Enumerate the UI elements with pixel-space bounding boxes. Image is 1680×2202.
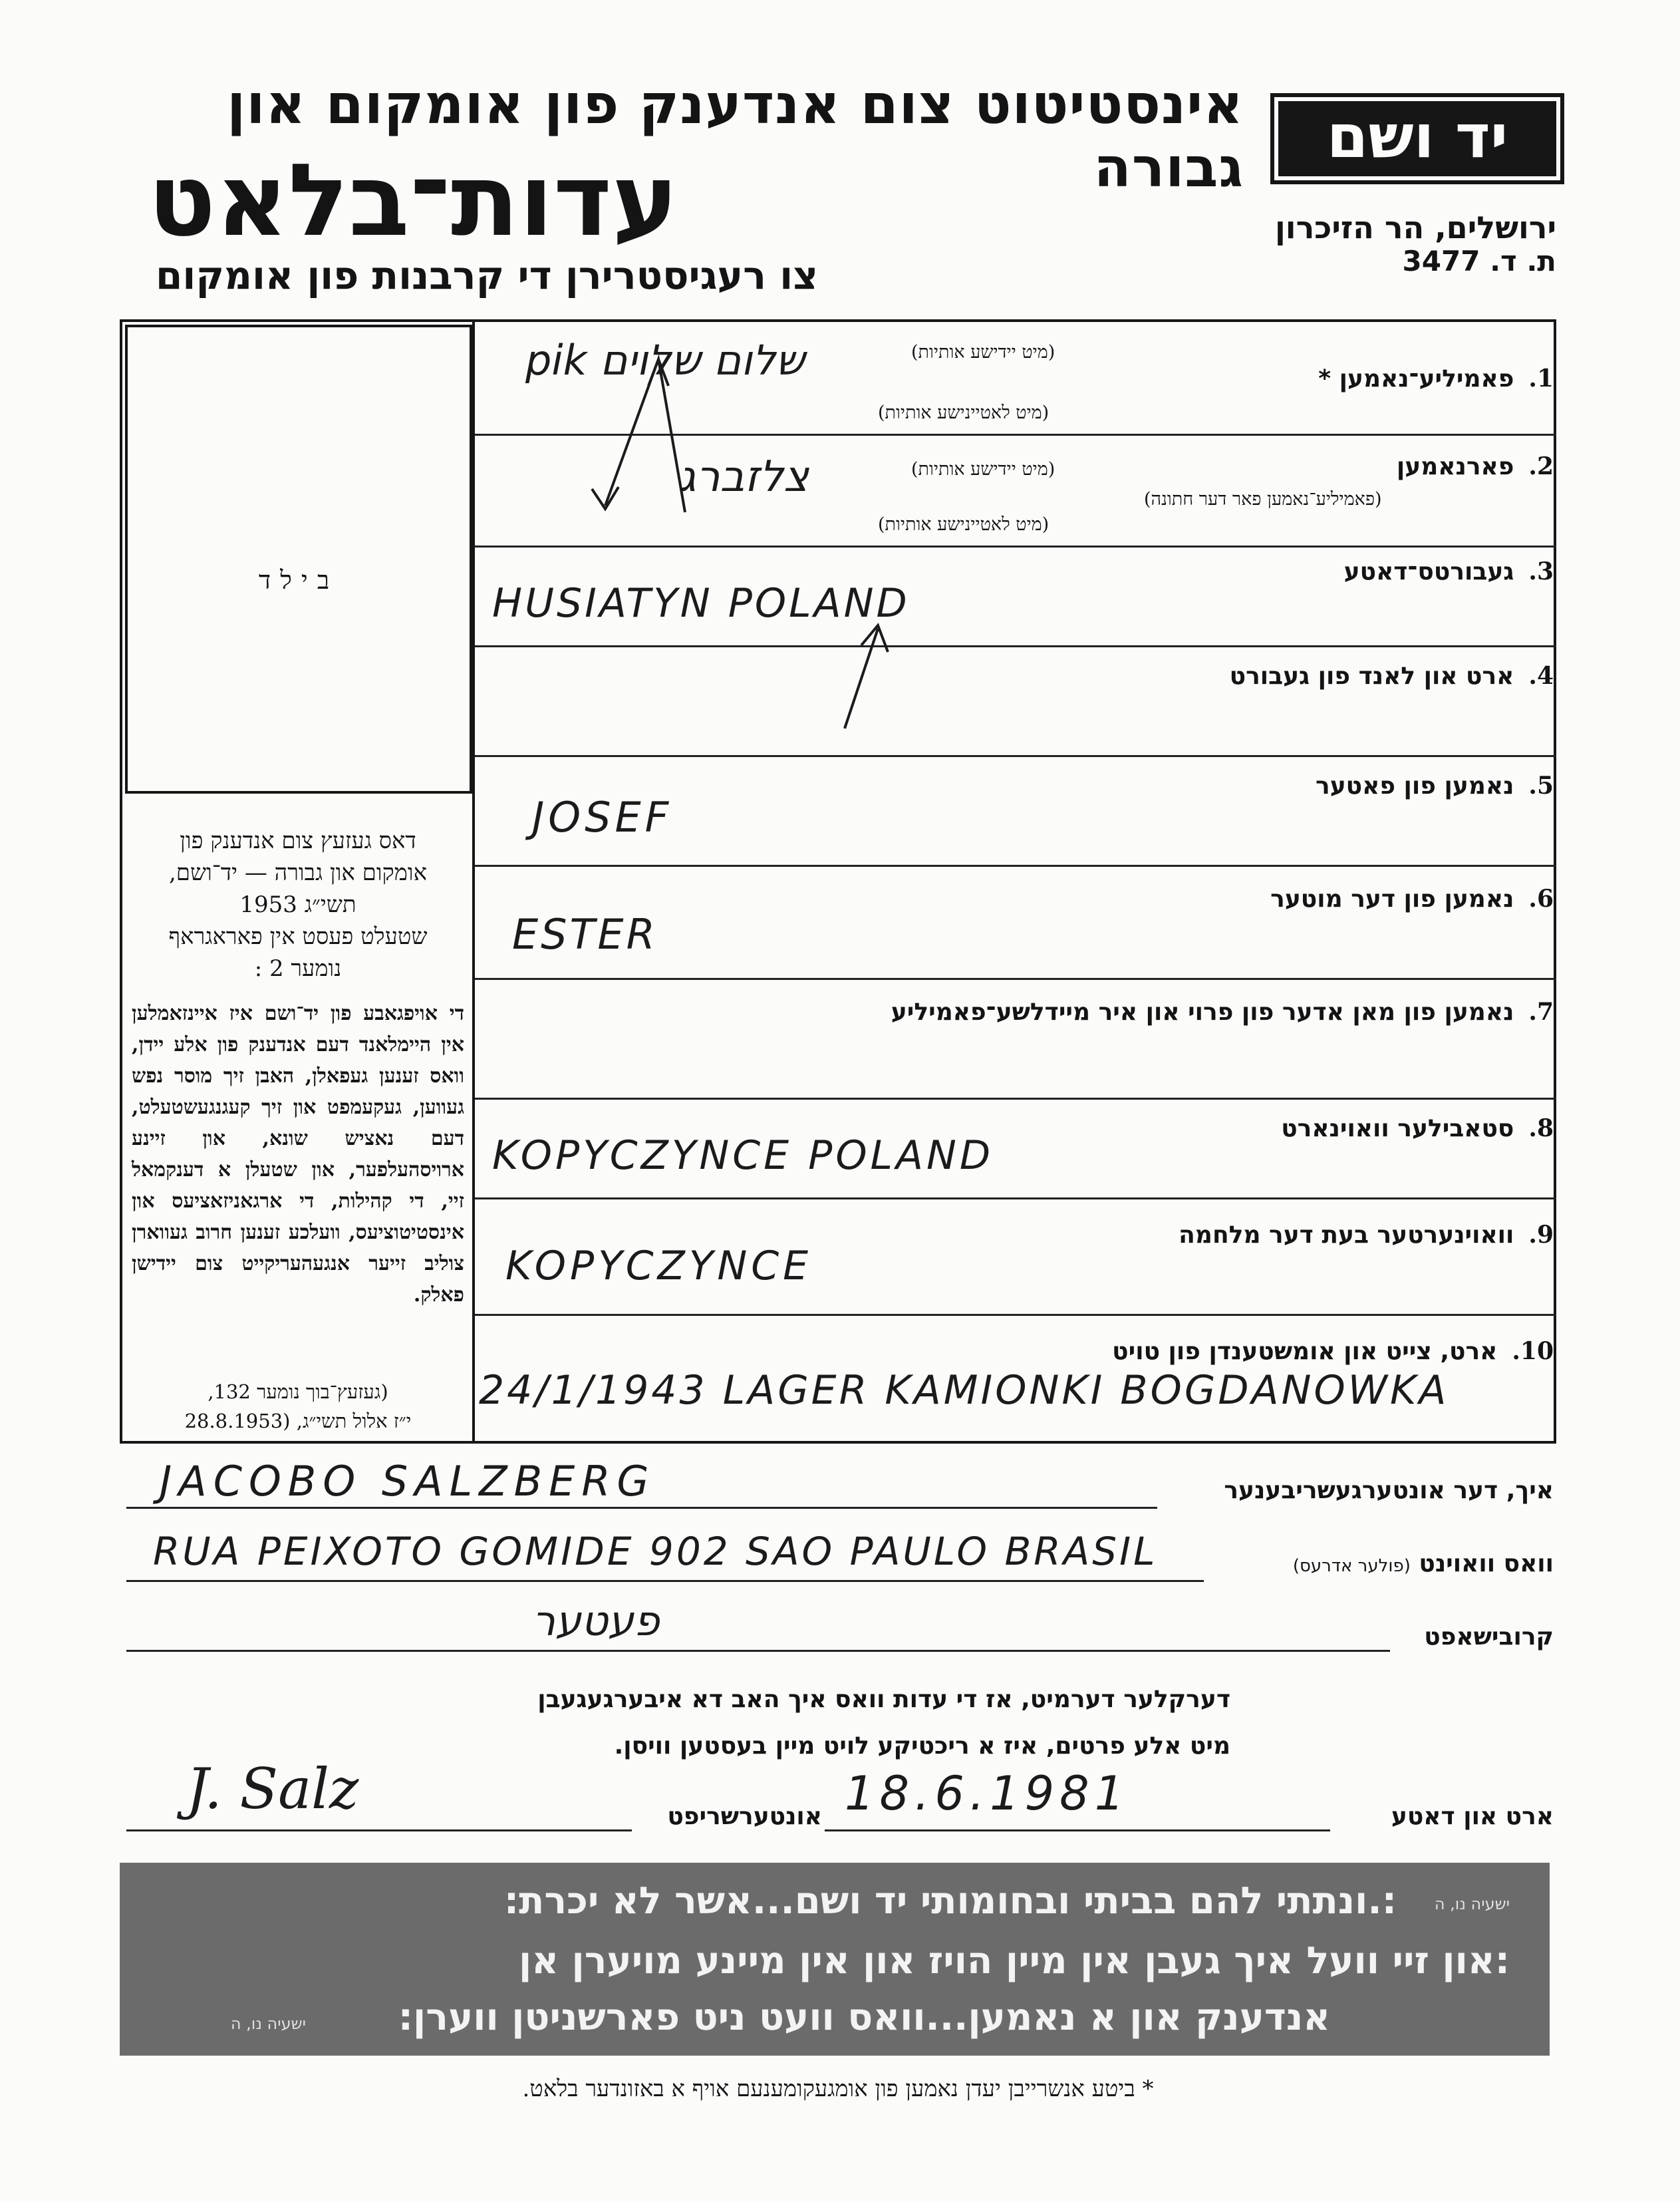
photo-box bbox=[125, 325, 472, 794]
banner-source-1: ישעיה נו, ה bbox=[1434, 1895, 1510, 1913]
field-2-value[interactable]: צלזברג bbox=[678, 452, 809, 502]
field-1-label: 1.פאמיליע־נאמען * bbox=[1318, 365, 1554, 393]
form-title: עדות־בלאט bbox=[148, 143, 678, 259]
field-4-label: 4.ארט און לאנד פון געבורט bbox=[1229, 662, 1554, 690]
photo-label: בילד bbox=[258, 565, 339, 595]
row-divider bbox=[475, 1314, 1556, 1316]
field-2-label: 2.פארנאמען bbox=[1396, 452, 1554, 480]
law-citation: דאס געזעץ צום אנדענק פון אומקום און גבורה — יד־ושם, תשי״ג 1953 שטעלט פעסט אין פאראגראף נומער 2 : bbox=[168, 828, 428, 982]
address: ירושלים, הר הזיכרון bbox=[1274, 210, 1556, 245]
field-5-label: 5.נאמען פון פאטער bbox=[1316, 772, 1554, 800]
field-6-value[interactable]: ESTER bbox=[512, 910, 658, 959]
row-divider bbox=[475, 546, 1556, 548]
relationship-line bbox=[126, 1650, 1390, 1652]
handwritten-arrow-icon bbox=[831, 615, 898, 735]
field-10-label: 10.ארט, צייט און אומשטענדן פון טויט bbox=[1112, 1337, 1554, 1365]
date-label: ארט און דאטע bbox=[1391, 1803, 1554, 1830]
date-value[interactable]: 18.6.1981 bbox=[845, 1766, 1130, 1821]
submitter-address-label: וואס וואוינט (פולער אדרעס) bbox=[1292, 1550, 1554, 1577]
banner-line-3: אנדענק און א נאמען...וואס וועט ניט פארשניטן ווערן: bbox=[398, 1996, 1330, 2039]
field-3-value[interactable]: HUSIATYN POLAND bbox=[492, 580, 910, 627]
submitter-name-label: איך, דער אונטערגעשריבענער bbox=[1224, 1477, 1554, 1504]
row-divider bbox=[475, 755, 1556, 757]
relationship-label: קרובישאפט bbox=[1424, 1623, 1554, 1651]
field-7-label: 7.נאמען פון מאן אדער פון פרוי און איר מיידלשע־פאמיליע bbox=[891, 998, 1554, 1026]
address-line bbox=[126, 1580, 1204, 1582]
hint-latin: (מיט לאטיינישע אותיות) bbox=[878, 402, 1050, 423]
law-text: די אויפגאבע פון יד־ושם איז איינזאמלען אין היימלאנד דעם אנדענק פון אלע יידן, וואס זענען געפאלן, האבן זיך מוסר נפש געווען, געקעמפט און זיך קעגנגעשטעלט, דעם נאציש שונא, און זיינע ארויסהעלפער, און שטעלן א דענקמאל זיי, די קהילות, די ארגאניזאציעס און אינסטיטוציעס, וועלכע זענען חרוב געווארן צוליב זייער אנגעהעריקייט צום יידישן פאלק. bbox=[132, 1002, 464, 1307]
signature[interactable]: J. Salz bbox=[186, 1756, 359, 1821]
column-divider bbox=[472, 319, 475, 1444]
name-line bbox=[126, 1507, 1157, 1509]
row-divider bbox=[475, 865, 1556, 867]
date-line bbox=[825, 1829, 1330, 1831]
declaration-text: דערקלער דערמיט, אז די עדות וואס איך האב דא איבערגעגעבן מיט אלע פרטים, איז א ריכטיקע לויט מיין בעסטען וויסן. bbox=[537, 1686, 1230, 1760]
field-8-value[interactable]: KOPYCZYNCE POLAND bbox=[492, 1132, 994, 1179]
form-subtitle: צו רעגיסטרירן די קרבנות פון אומקום bbox=[156, 253, 818, 298]
footnote: * ביטע אנשרייבן יעדן נאמען פון אומגעקומענעם אויף א באזונדער בלאט. bbox=[522, 2076, 1154, 2102]
hint-yiddish: (מיט יידישע אותיות) bbox=[911, 342, 1055, 363]
field-5-value[interactable]: JOSEF bbox=[532, 793, 673, 842]
signature-label: אונטערשריפט bbox=[667, 1803, 822, 1830]
signature-line bbox=[126, 1829, 632, 1831]
submitter-name-value[interactable]: JACOBO SALZBERG bbox=[160, 1457, 656, 1505]
hint-yiddish: (מיט יידישע אותיות) bbox=[911, 459, 1055, 480]
banner-source-2: ישעיה נו, ה bbox=[230, 2014, 306, 2033]
relationship-value[interactable]: פעטער bbox=[532, 1597, 660, 1645]
row-divider bbox=[475, 978, 1556, 980]
yad-vashem-logo: יד ושם bbox=[1270, 93, 1564, 184]
row-divider bbox=[475, 645, 1556, 647]
po-box: ת. ד. 3477 bbox=[1402, 245, 1556, 277]
banner-line-1: :.ונתתי להם בביתי ובחומותי יד ושם...אשר לא יכרת: bbox=[503, 1879, 1397, 1923]
institute-title: אינסטיטוט צום אנדענק פון אומקום און גבורה bbox=[227, 73, 1244, 200]
field-3-label: 3.געבורטס־דאטע bbox=[1343, 557, 1554, 585]
field-1-value[interactable]: שלום שלוים pik bbox=[525, 336, 805, 385]
row-divider bbox=[475, 1098, 1556, 1100]
field-9-value[interactable]: KOPYCZYNCE bbox=[505, 1243, 813, 1289]
field-10-value[interactable]: 24/1/1943 LAGER KAMIONKI BOGDANOWKA bbox=[479, 1367, 1449, 1414]
submitter-address-value[interactable]: RUA PEIXOTO GOMIDE 902 SAO PAULO BRASIL bbox=[153, 1529, 1158, 1574]
gazette-reference: (געזעץ־בוך נומער 132, י״ז אלול תשי״ג, (28.8.1953 bbox=[184, 1380, 412, 1432]
field-6-label: 6.נאמען פון דער מוטער bbox=[1270, 885, 1554, 913]
row-divider bbox=[475, 1197, 1556, 1199]
banner-line-2: :און זיי וועל איך געבן אין מיין הויז און אין מיינע מויערן אן bbox=[518, 1939, 1510, 1982]
field-8-label: 8.סטאבילער וואוינארט bbox=[1281, 1114, 1554, 1142]
field-9-label: 9.וואוינערטער בעת דער מלחמה bbox=[1179, 1221, 1554, 1249]
hint-latin: (מיט לאטיינישע אותיות) bbox=[878, 514, 1050, 535]
quote-banner bbox=[120, 1863, 1550, 2056]
hint-maiden: (פאמיליע־נאמען פאר דער חתונה) bbox=[1144, 489, 1382, 510]
